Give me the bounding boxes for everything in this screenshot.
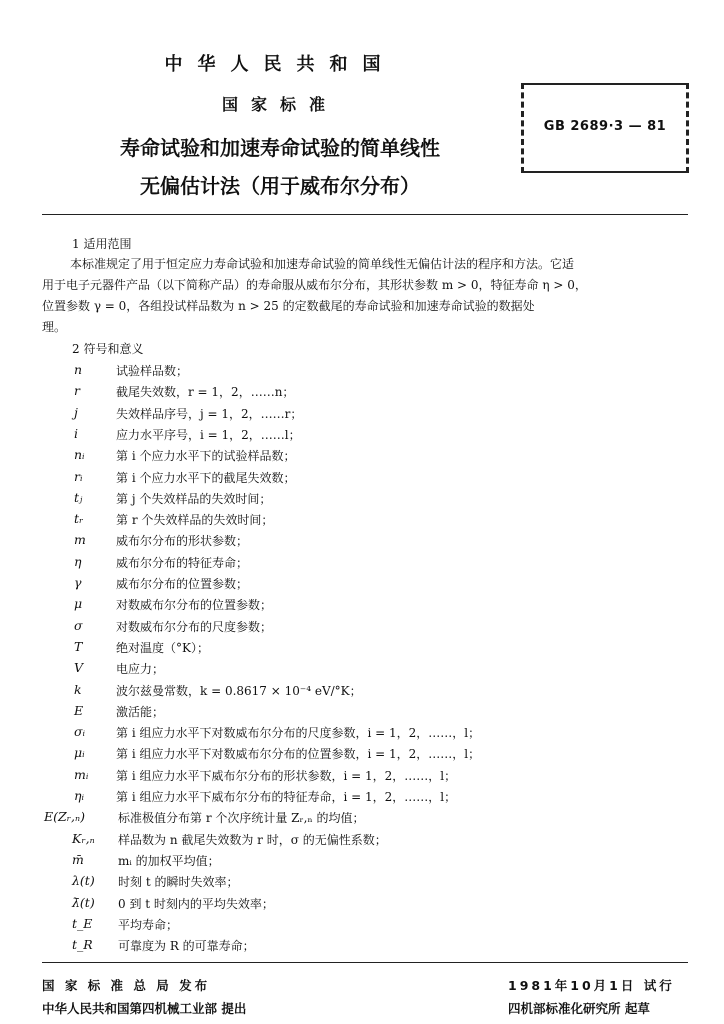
symbol-description: 第 j 个失效样品的失效时间； bbox=[116, 491, 272, 506]
symbol: m̄ bbox=[72, 851, 84, 867]
symbol: ηᵢ bbox=[74, 788, 85, 803]
symbol: tᵣ bbox=[74, 511, 84, 527]
symbol: j bbox=[74, 404, 78, 420]
symbol: σᵢ bbox=[74, 724, 86, 740]
symbol: σ bbox=[74, 617, 83, 633]
symbol-description: 样品数为 n 截尾失效数为 r 时，σ 的无偏性系数； bbox=[118, 832, 387, 847]
symbol-description: 电应力； bbox=[116, 662, 165, 677]
symbol-description: 时刻 t 的瞬时失效率； bbox=[118, 875, 239, 890]
symbol-description: 威布尔分布的位置参数； bbox=[116, 577, 249, 591]
symbol-description: 对数威布尔分布的尺度参数； bbox=[116, 619, 273, 634]
symbol: t_R bbox=[72, 937, 93, 953]
symbol-description: 波尔兹曼常数，k = 0.8617 × 10⁻⁴ eV/°K； bbox=[116, 683, 362, 698]
symbol: mᵢ bbox=[74, 766, 89, 782]
symbol-description: 截尾失效数，r = 1，2，……n； bbox=[116, 385, 295, 400]
symbol: i bbox=[74, 425, 78, 441]
standard-code-box bbox=[521, 83, 689, 173]
standard-code: GB 2689·3 — 81 bbox=[543, 119, 667, 134]
issuer: 国 家 标 准 总 局 发布 bbox=[42, 978, 211, 993]
symbol-description: 威布尔分布的特征寿命； bbox=[116, 555, 249, 570]
proposer: 中华人民共和国第四机械工业部 提出 bbox=[42, 1001, 247, 1016]
symbol-description: 对数威布尔分布的位置参数； bbox=[116, 598, 273, 613]
standard-type: 国家标准 bbox=[221, 95, 338, 114]
section-1-heading: 1 适用范围 bbox=[72, 237, 132, 251]
symbol: rᵢ bbox=[74, 468, 83, 484]
symbol: Kᵣ,ₙ bbox=[72, 830, 95, 846]
symbol: E bbox=[74, 702, 84, 718]
symbol-description: 应力水平序号，i = 1，2，……l； bbox=[116, 427, 301, 442]
symbol-description: 第 i 组应力水平下威布尔分布的特征寿命，i = 1，2，……，l； bbox=[116, 790, 457, 804]
symbol: γ bbox=[74, 575, 82, 590]
symbol-description: 第 i 个应力水平下的试验样品数； bbox=[116, 449, 296, 464]
section-1-line-3: 位置参数 γ = 0，各组投试样品数为 n > 25 的定数截尾的寿命试验和加速寿命试验的数据处 bbox=[42, 299, 535, 313]
symbol-description: 第 i 组应力水平下对数威布尔分布的尺度参数，i = 1，2，……，l； bbox=[116, 726, 481, 741]
symbol: V bbox=[74, 660, 84, 676]
symbol-description: 第 i 组应力水平下对数威布尔分布的位置参数，i = 1，2，……，l； bbox=[116, 747, 481, 762]
section-1-line-1: 本标准规定了用于恒定应力寿命试验和加速寿命试验的简单线性无偏估计法的程序和方法。它适 bbox=[70, 257, 575, 271]
symbol-description: 可靠度为 R 的可靠寿命； bbox=[118, 939, 255, 954]
symbol: k bbox=[74, 681, 82, 697]
section-2-heading: 2 符号和意义 bbox=[72, 342, 144, 356]
symbol-description: 平均寿命； bbox=[118, 917, 179, 932]
symbol-description: 第 r 个失效样品的失效时间； bbox=[116, 513, 274, 528]
drafter: 四机部标准化研究所 起草 bbox=[508, 1001, 650, 1016]
symbol: n bbox=[74, 362, 83, 377]
symbol-description: 标准极值分布第 r 个次序统计量 Zᵣ,ₙ 的均值； bbox=[118, 811, 365, 826]
title-line-1: 寿命试验和加速寿命试验的简单线性 bbox=[120, 136, 440, 160]
symbol: E(Zᵣ,ₙ) bbox=[44, 809, 85, 825]
symbol: λ̄(t) bbox=[72, 894, 95, 910]
section-1-line-2: 用于电子元器件产品（以下简称产品）的寿命服从威布尔分布，其形状参数 m > 0，特征寿命 η > 0， bbox=[42, 278, 587, 292]
symbol-description: 威布尔分布的形状参数； bbox=[116, 534, 249, 549]
symbol: t_E bbox=[72, 915, 93, 931]
symbol: r bbox=[74, 383, 80, 399]
symbol-description: 失效样品序号，j = 1，2，……r； bbox=[116, 406, 303, 421]
header-divider bbox=[42, 214, 688, 215]
symbol: μᵢ bbox=[74, 745, 85, 761]
symbol-description: 激活能； bbox=[116, 704, 165, 719]
symbol: λ(t) bbox=[72, 873, 95, 889]
section-1-line-4: 理。 bbox=[42, 320, 67, 334]
symbol: nᵢ bbox=[74, 447, 85, 463]
symbol-description: 0 到 t 时刻内的平均失效率； bbox=[118, 896, 274, 911]
symbol-description: 试验样品数； bbox=[116, 364, 189, 378]
title-line-2: 无偏估计法（用于威布尔分布） bbox=[140, 174, 420, 198]
symbol-description: 第 i 组应力水平下威布尔分布的形状参数，i = 1，2，……，l； bbox=[116, 768, 457, 783]
effective-date: 1981年10月1日 试行 bbox=[508, 978, 675, 993]
symbol: η bbox=[74, 553, 82, 569]
symbol: T bbox=[74, 638, 83, 654]
symbol-description: mᵢ 的加权平均值； bbox=[118, 853, 220, 868]
symbol-description: 绝对温度（°K）； bbox=[116, 640, 209, 655]
symbol: μ bbox=[74, 596, 83, 612]
country-name: 中华人民共和国 bbox=[164, 54, 396, 75]
symbol-description: 第 i 个应力水平下的截尾失效数； bbox=[116, 470, 296, 485]
symbol: m bbox=[74, 532, 86, 548]
footer-divider bbox=[42, 962, 688, 963]
symbol: tⱼ bbox=[74, 489, 83, 505]
